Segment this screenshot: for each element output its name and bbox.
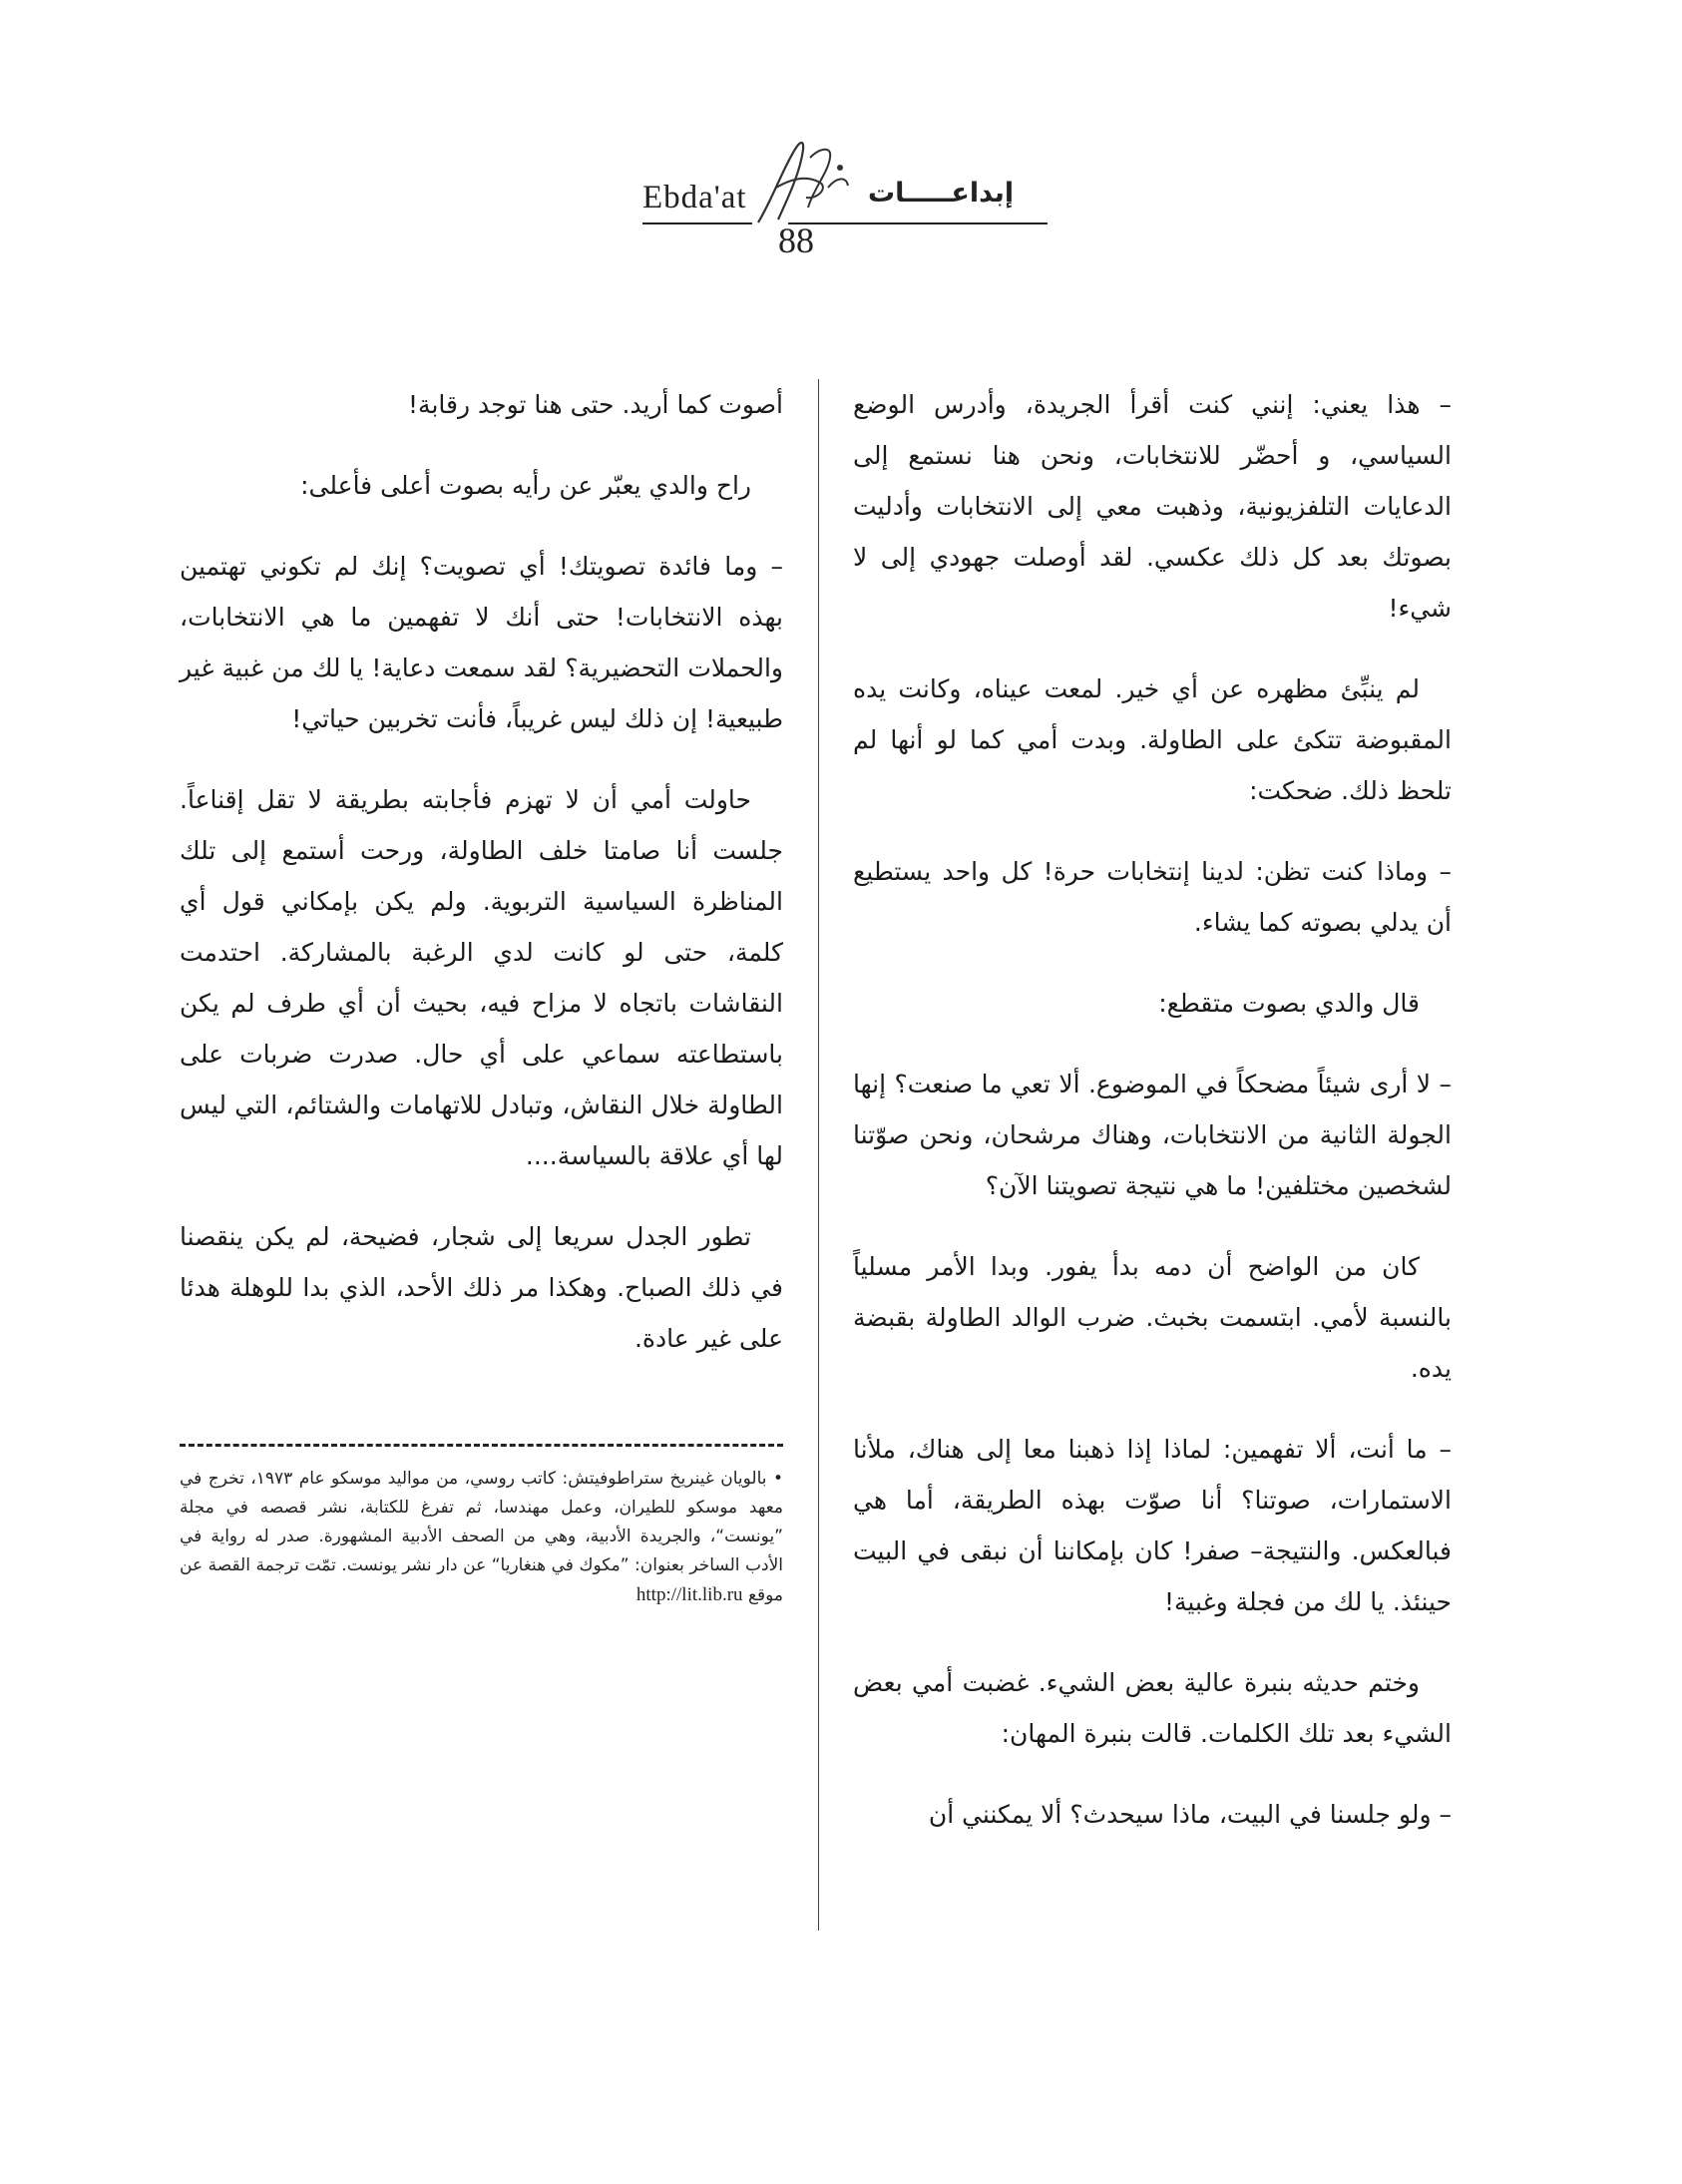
page-header bbox=[599, 128, 1157, 260]
paragraph: – ولو جلسنا في البيت، ماذا سيحدث؟ ألا يمكنني أن bbox=[928, 1800, 1452, 1829]
author-footnote bbox=[180, 1465, 783, 1610]
page-number: 88 bbox=[778, 220, 814, 260]
paragraph: قال والدي بصوت متقطع: bbox=[1158, 989, 1420, 1018]
paragraph: – ما أنت، ألا تفهمين: لماذا إذا ذهبنا معا إلى هناك، ملأنا الاستمارات، صوتنا؟ أنا صوّت بهذه الطريقة، أما هي فبالعكس. والنتيجة– صفر! كان بإمكاننا أن نبقى في البيت حينئذ. يا لك من فجلة وغبية! bbox=[853, 1435, 1452, 1616]
paragraph: راح والدي يعبّر عن رأيه بصوت أعلى فأعلى: bbox=[300, 471, 751, 500]
right-text-column bbox=[853, 379, 1452, 1870]
paragraph: – هذا يعني: إنني كنت أقرأ الجريدة، وأدرس الوضع السياسي، و أحضّر للانتخابات، ونحن هنا نستمع إلى الدعايات التلفزيونية، وذهبت معي إلى الانتخابات وأدليت بصوتك بعد كل ذلك عكسي. لقد أوصلت جهودي إلى لا شيء! bbox=[853, 390, 1452, 623]
paragraph: – لا أرى شيئاً مضحكاً في الموضوع. ألا تعي ما صنعت؟ إنها الجولة الثانية من الانتخابات، وهناك مرشحان، ونحن صوّتنا لشخصين مختلفين! ما هي نتيجة تصويتنا الآن؟ bbox=[853, 1070, 1452, 1200]
left-text-column bbox=[180, 379, 783, 1394]
paragraph: وختم حديثه بنبرة عالية بعض الشيء. غضبت أمي بعض الشيء بعد تلك الكلمات. قالت بنبرة المهان: bbox=[853, 1668, 1452, 1748]
magazine-name-latin: Ebda'at bbox=[642, 180, 747, 216]
footnote-text: • بالويان غينريخ ستراطوفيتش: كاتب روسي، من مواليد موسكو عام ١٩٧٣، تخرج في معهد موسكو للطيران، وعمل مهندسا، ثم تفرغ للكتابة، نشر قصصه في مجلة ”يونست“، والجريدة الأدبية، وهي من الصحف الأدبية المشهورة. صدر له رواية في الأدب الساخر بعنوان: ”مكوك في هنغاريا“ عن دار نشر يونست. تمّت ترجمة القصة عن موقع bbox=[180, 1469, 783, 1605]
footnote-separator bbox=[180, 1444, 783, 1447]
header-underline-left bbox=[642, 222, 752, 224]
column-divider bbox=[818, 379, 819, 1931]
paragraph: لم ينبِّئ مظهره عن أي خير. لمعت عيناه، وكانت يده المقبوضة تتكئ على الطاولة. وبدت أمي كما لو أنها لم تلحظ ذلك. ضحكت: bbox=[853, 674, 1452, 805]
magazine-name-arabic: إبداعـــــات bbox=[868, 178, 1015, 209]
paragraph: – وماذا كنت تظن: لدينا إنتخابات حرة! كل واحد يستطيع أن يدلي بصوته كما يشاء. bbox=[853, 857, 1452, 937]
paragraph: تطور الجدل سريعا إلى شجار، فضيحة، لم يكن ينقصنا في ذلك الصباح. وهكذا مر ذلك الأحد، الذي بدا للوهلة هدئا على غير عادة. bbox=[180, 1222, 783, 1353]
paragraph: كان من الواضح أن دمه بدأ يفور. وبدا الأمر مسلياً بالنسبة لأمي. ابتسمت بخبث. ضرب الوالد الطاولة بقبضة يده. bbox=[853, 1252, 1452, 1383]
paragraph: أصوت كما أريد. حتى هنا توجد رقابة! bbox=[408, 390, 783, 419]
header-underline-right bbox=[788, 222, 1048, 224]
paragraph: – وما فائدة تصويتك! أي تصويت؟ إنك لم تكوني تهتمين بهذه الانتخابات! حتى أنك لا تفهمين ما هي الانتخابات، والحملات التحضيرية؟ لقد سمعت دعاية! يا لك من غبية غير طبيعية! إن ذلك ليس غريباً، فأنت تخربين حياتي! bbox=[180, 552, 783, 733]
footnote-source-link[interactable]: http://lit.lib.ru bbox=[635, 1584, 743, 1605]
paragraph: حاولت أمي أن لا تهزم فأجابته بطريقة لا تقل إقناعاً. جلست أنا صامتا خلف الطاولة، ورحت أستمع إلى تلك المناظرة السياسية التربوية. ولم يكن بإمكاني قول أي كلمة، حتى لو كانت لدي الرغبة بالمشاركة. احتدمت النقاشات باتجاه لا مزاح فيه، بحيث أن أي طرف لم يكن باستطاعته سماعي على أي حال. صدرت ضربات على الطاولة خلال النقاش، وتبادل للاتهامات والشتائم، التي ليس لها أي علاقة بالسياسة.... bbox=[180, 785, 783, 1170]
